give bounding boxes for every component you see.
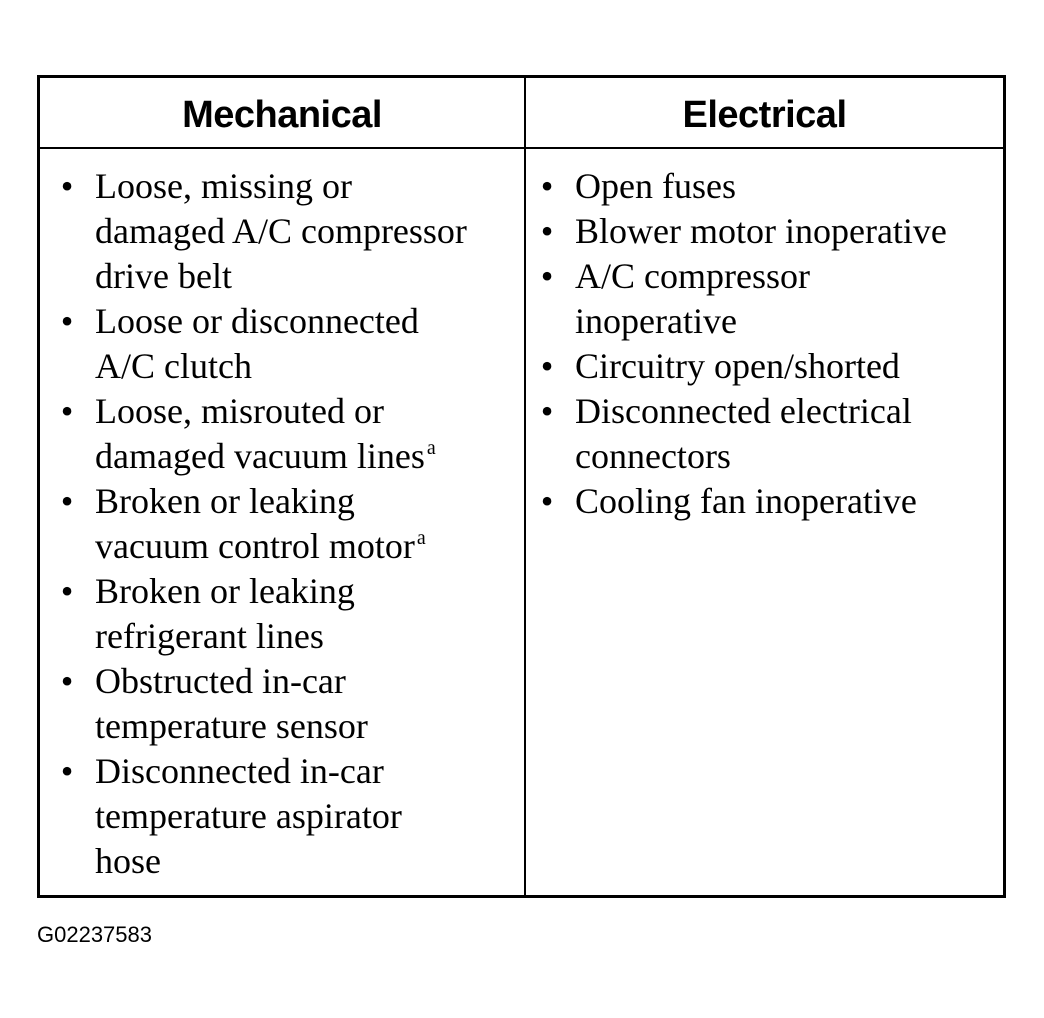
list-item-text: Loose or disconnected (95, 301, 419, 341)
list-item-text: inoperative (575, 301, 737, 341)
list-item-line (95, 749, 517, 794)
list-item (537, 344, 997, 389)
footnote-marker: a (416, 527, 426, 549)
list-item (537, 209, 997, 254)
list-item-text: Broken or leaking (95, 481, 355, 521)
list-item-text: damaged A/C compressor (95, 211, 467, 251)
list-item-line (575, 299, 997, 344)
list-item-line (95, 209, 517, 254)
list-item (57, 164, 517, 299)
bullet-icon: • (540, 481, 554, 521)
list-item-text: drive belt (95, 256, 232, 296)
list-item-text: A/C clutch (95, 346, 252, 386)
list-item (57, 749, 517, 884)
list-item-line (95, 389, 517, 434)
list-item-line (95, 839, 517, 884)
list-item-line (95, 704, 517, 749)
list-item-line (575, 344, 997, 389)
list-item-line (575, 254, 997, 299)
list-item (537, 254, 997, 344)
list-item-text: Circuitry open/shorted (575, 346, 900, 386)
bullet-icon: • (540, 166, 554, 206)
electrical-header: Electrical (682, 94, 847, 136)
list-item (57, 389, 517, 479)
list-item-line (95, 434, 517, 479)
list-item-line (95, 524, 517, 569)
list-item (537, 164, 997, 209)
list-item (57, 299, 517, 389)
list-item (57, 659, 517, 749)
list-item (57, 569, 517, 659)
bullet-icon: • (60, 166, 74, 206)
list-item-text: damaged vacuum lines (95, 436, 425, 476)
list-item-text: temperature aspirator (95, 796, 402, 836)
bullet-icon: • (60, 661, 74, 701)
header-rule (40, 147, 1003, 149)
list-item-text: Obstructed in-car (95, 661, 346, 701)
list-item-text: A/C compressor (575, 256, 810, 296)
list-item-text: connectors (575, 436, 731, 476)
list-item-text: Disconnected electrical (575, 391, 912, 431)
list-item-text: Cooling fan inoperative (575, 481, 917, 521)
list-item-line (575, 389, 997, 434)
list-item-line (575, 479, 997, 524)
list-item-line (95, 794, 517, 839)
bullet-icon: • (60, 751, 74, 791)
list-item-line (95, 569, 517, 614)
bullet-icon: • (60, 391, 74, 431)
footnote-marker: a (426, 437, 436, 459)
list-item-text: refrigerant lines (95, 616, 324, 656)
list-item (57, 479, 517, 569)
list-item-line (575, 434, 997, 479)
list-item-text: hose (95, 841, 161, 881)
list-item (537, 389, 997, 479)
list-item-line (575, 209, 997, 254)
bullet-icon: • (60, 571, 74, 611)
list-item-text: Disconnected in-car (95, 751, 384, 791)
list-item-line (95, 164, 517, 209)
list-item (537, 479, 997, 524)
column-divider (524, 78, 526, 895)
list-item-line (95, 344, 517, 389)
list-item-text: Loose, missing or (95, 166, 352, 206)
list-item-line (95, 254, 517, 299)
bullet-icon: • (540, 256, 554, 296)
bullet-icon: • (540, 346, 554, 386)
mechanical-header: Mechanical (182, 94, 382, 136)
list-item-text: Open fuses (575, 166, 736, 206)
figure-id: G02237583 (37, 922, 152, 947)
list-item-text: temperature sensor (95, 706, 368, 746)
diagnosis-table (37, 75, 1006, 898)
list-item-line (575, 164, 997, 209)
list-item-text: vacuum control motor (95, 526, 415, 566)
electrical-list (537, 164, 997, 524)
bullet-icon: • (60, 301, 74, 341)
list-item-text: Blower motor inoperative (575, 211, 947, 251)
bullet-icon: • (540, 211, 554, 251)
list-item-text: Loose, misrouted or (95, 391, 384, 431)
list-item-text: Broken or leaking (95, 571, 355, 611)
mechanical-list (57, 164, 517, 884)
list-item-line (95, 614, 517, 659)
list-item-line (95, 299, 517, 344)
bullet-icon: • (540, 391, 554, 431)
list-item-line (95, 479, 517, 524)
bullet-icon: • (60, 481, 74, 521)
list-item-line (95, 659, 517, 704)
